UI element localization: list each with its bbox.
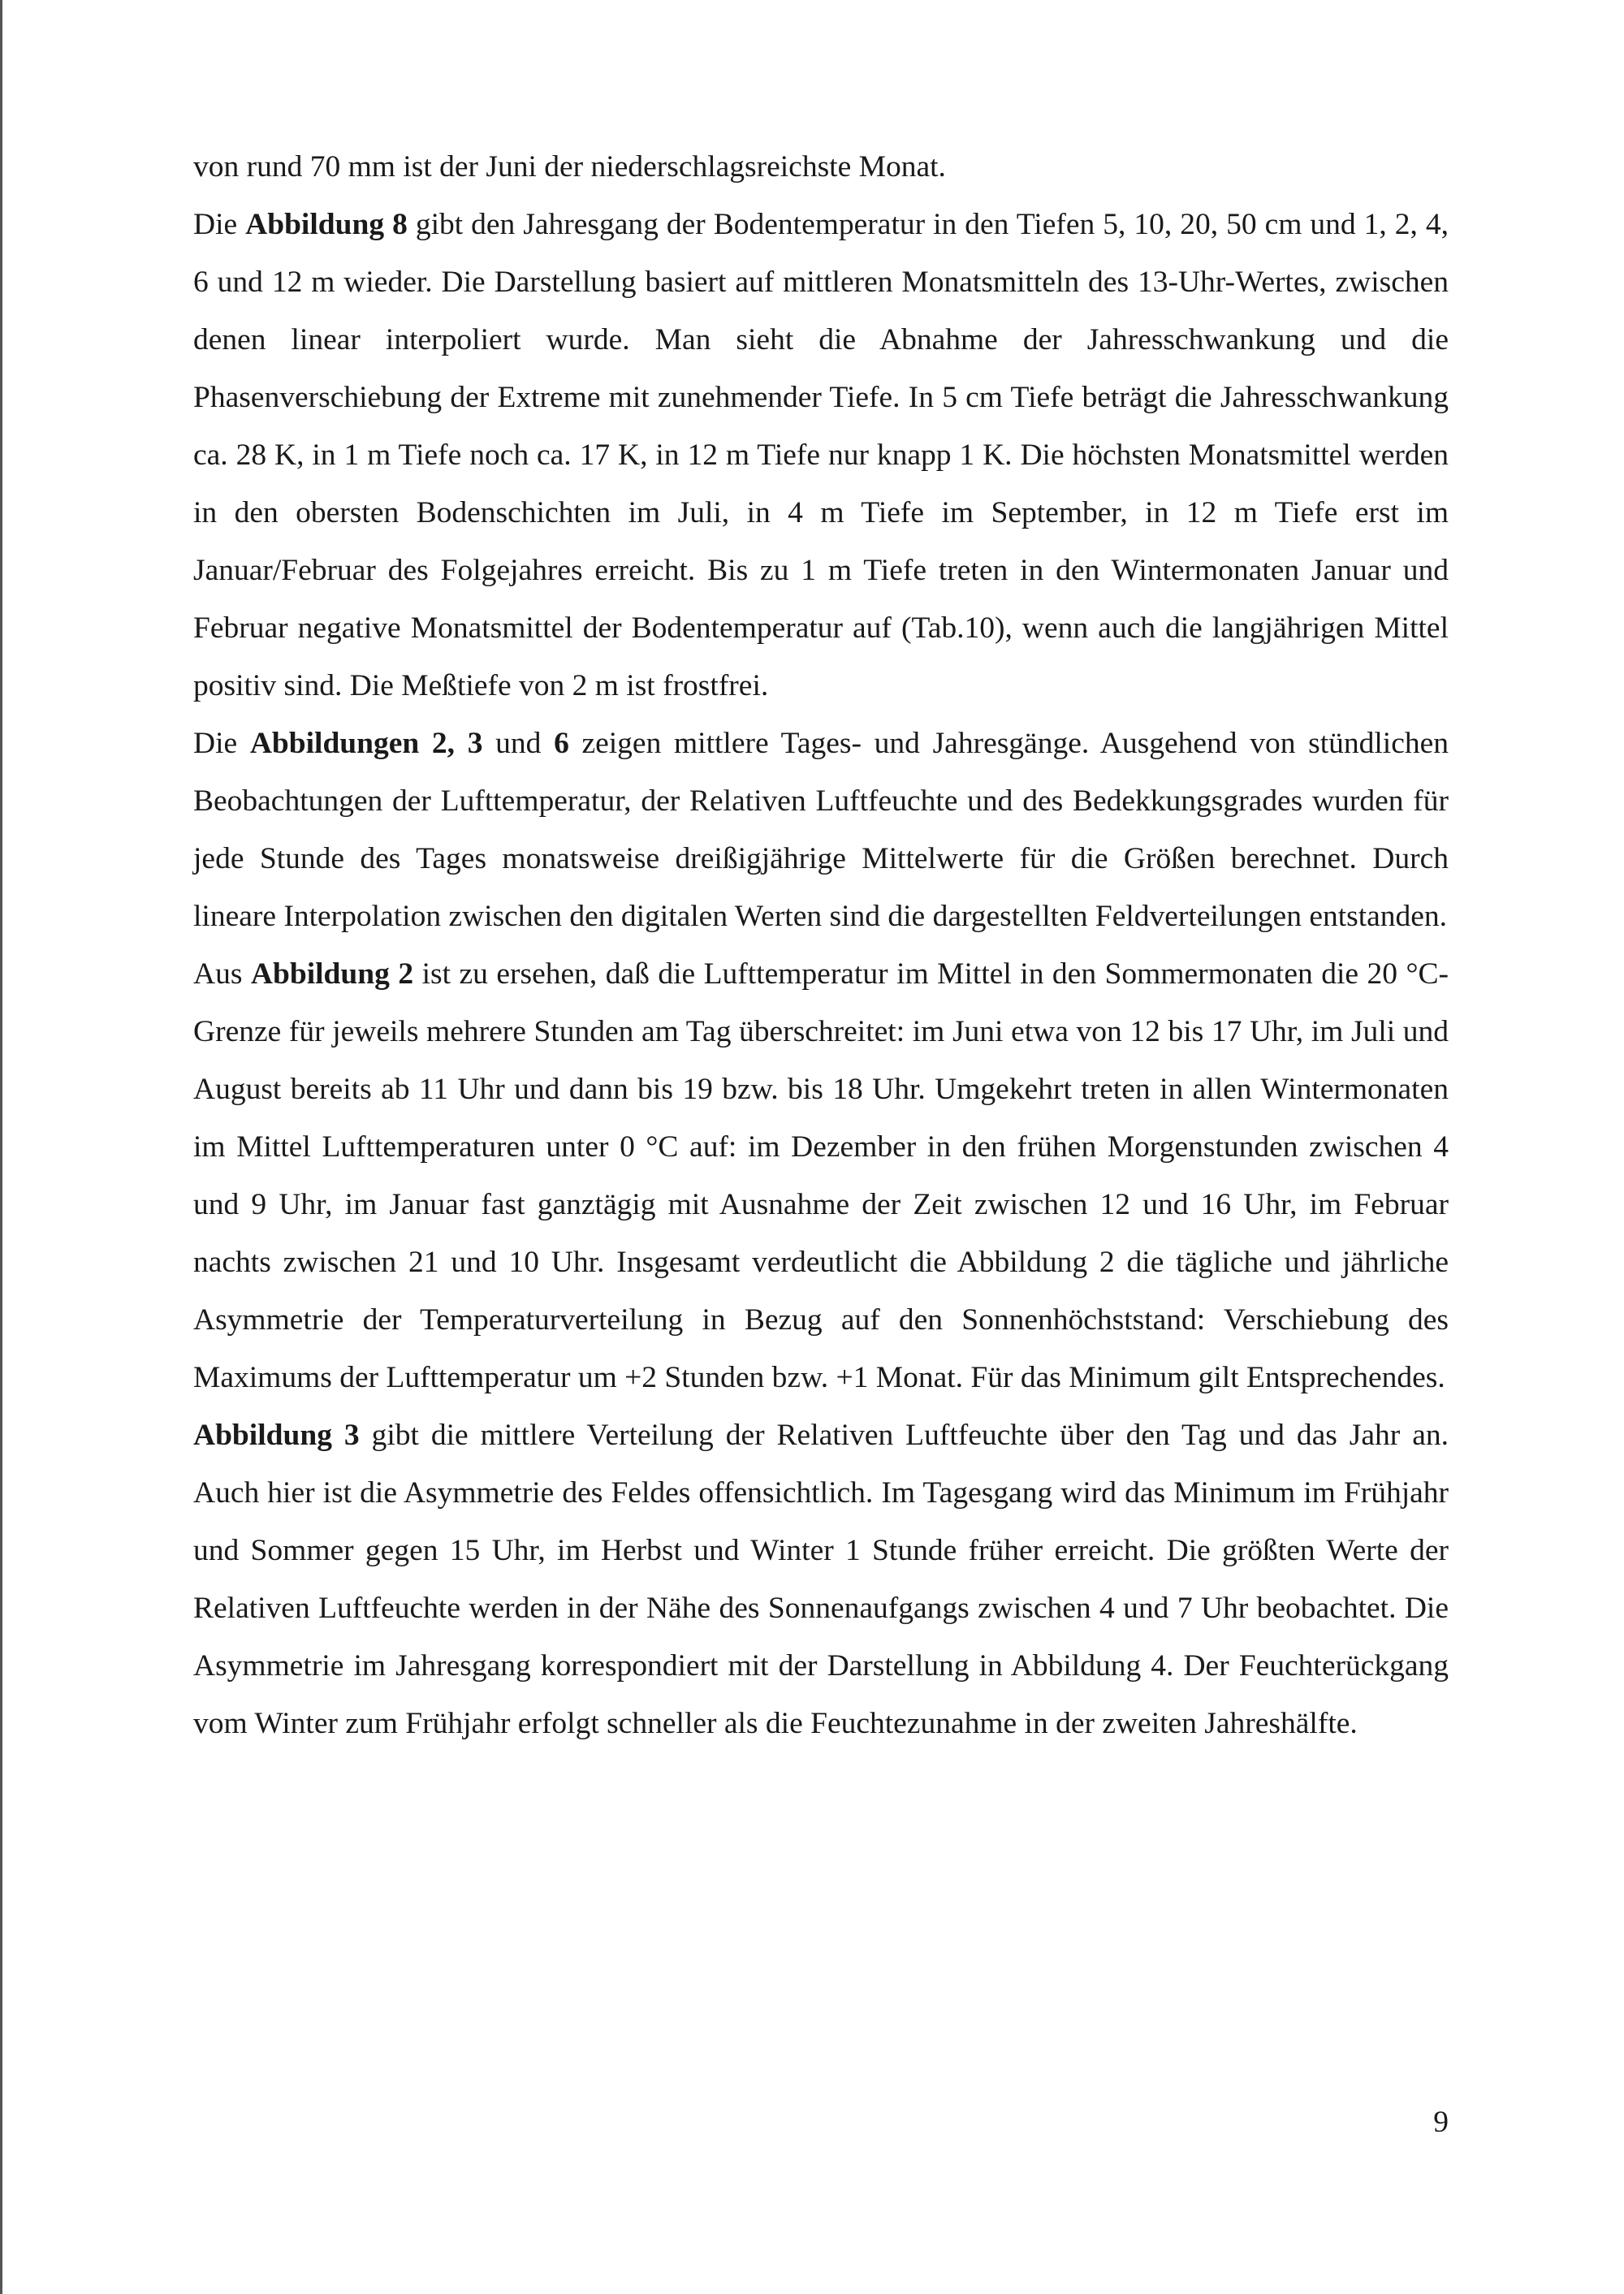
page-number: 9 [1433, 2106, 1449, 2139]
text-run: Aus [193, 957, 251, 991]
paragraph-2 [193, 196, 1449, 715]
paragraph-4 [193, 945, 1449, 1406]
text-run: von rund 70 mm ist der Juni der niederschlagsreichste Monat. [193, 150, 946, 184]
text-run: gibt die mittlere Verteilung der Relativen Luftfeuchte über den Tag und das Jahr an. Auch hier ist die Asymmetrie des Feldes offensichtlich. Im Tagesgang wird das Minimum im Frühjahr und Sommer gegen 15 Uhr, im Herbst und Winter 1 Stunde früher erreicht. Die größten Werte der Relativen Luftfeuchte werden in der Nähe des Sonnenaufgangs zwischen 4 und 7 Uhr beobachtet. Die Asymmetrie im Jahresgang korrespondiert mit der Darstellung in Abbildung 4. Der Feuchterückgang vom Winter zum Frühjahr erfolgt schneller als die Feuchtezunahme in der zweiten Jahreshälfte. [193, 1419, 1449, 1740]
figure-reference: 6 [554, 727, 569, 760]
figure-reference: Abbildung 2 [250, 957, 414, 991]
text-run: zeigen mittlere Tages- und Jahresgänge. Ausgehend von stündlichen Beobachtungen der Lufttemperatur, der Relativen Luftfeuchte und des Bedekkungsgrades wurden für jede Stunde des Tages monatsweise dreißigjährige Mittelwerte für die Größen berechnet. Durch lineare Interpolation zwischen den digitalen Werten sind die dargestellten Feldverteilungen entstanden. [193, 727, 1449, 933]
text-run: Die [193, 208, 246, 241]
figure-reference: Abbildungen 2, 3 [249, 727, 483, 760]
text-run: Die [193, 727, 250, 760]
paragraph-1 [193, 138, 1449, 196]
text-run: ist zu ersehen, daß die Lufttemperatur im Mittel in den Sommermonaten die 20 °C- Grenze für jeweils mehrere Stunden am Tag überschreitet: im Juni etwa von 12 bis 17 Uhr, im Juli und August bereits ab 11 Uhr und dann bis 19 bzw. bis 18 Uhr. Umgekehrt treten in allen Wintermonaten im Mittel Lufttemperaturen unter 0 °C auf: im Dezember in den frühen Morgenstunden zwischen 4 und 9 Uhr, im Januar fast ganztägig mit Ausnahme der Zeit zwischen 12 und 16 Uhr, im Februar nachts zwischen 21 und 10 Uhr. Insgesamt verdeutlicht die Abbildung 2 die tägliche und jährliche Asymmetrie der Temperaturverteilung in Bezug auf den Sonnenhöchststand: Verschiebung des Maximums der Lufttemperatur um +2 Stunden bzw. +1 Monat. Für das Minimum gilt Entsprechendes. [193, 957, 1449, 1394]
page-body [193, 138, 1449, 1752]
text-run: und [482, 727, 555, 760]
scan-edge-line [0, 0, 2, 2294]
figure-reference: Abbildung 8 [245, 208, 408, 241]
text-run: gibt den Jahresgang der Bodentemperatur in den Tiefen 5, 10, 20, 50 cm und 1, 2, 4, 6 und 12 m wieder. Die Darstellung basiert auf mittleren Monatsmitteln des 13-Uhr-Wertes, zwischen denen linear interpoliert wurde. Man sieht die Abnahme der Jahresschwankung und die Phasenverschiebung der Extreme mit zunehmender Tiefe. In 5 cm Tiefe beträgt die Jahresschwankung ca. 28 K, in 1 m Tiefe noch ca. 17 K, in 12 m Tiefe nur knapp 1 K. Die höchsten Monatsmittel werden in den obersten Bodenschichten im Juli, in 4 m Tiefe im September, in 12 m Tiefe erst im Januar/Februar des Folgejahres erreicht. Bis zu 1 m Tiefe treten in den Wintermonaten Januar und Februar negative Monatsmittel der Bodentemperatur auf (Tab.10), wenn auch die langjährigen Mittel positiv sind. Die Meßtiefe von 2 m ist frostfrei. [193, 208, 1449, 702]
paragraph-3 [193, 715, 1449, 945]
paragraph-5 [193, 1406, 1449, 1752]
figure-reference: Abbildung 3 [193, 1419, 360, 1452]
